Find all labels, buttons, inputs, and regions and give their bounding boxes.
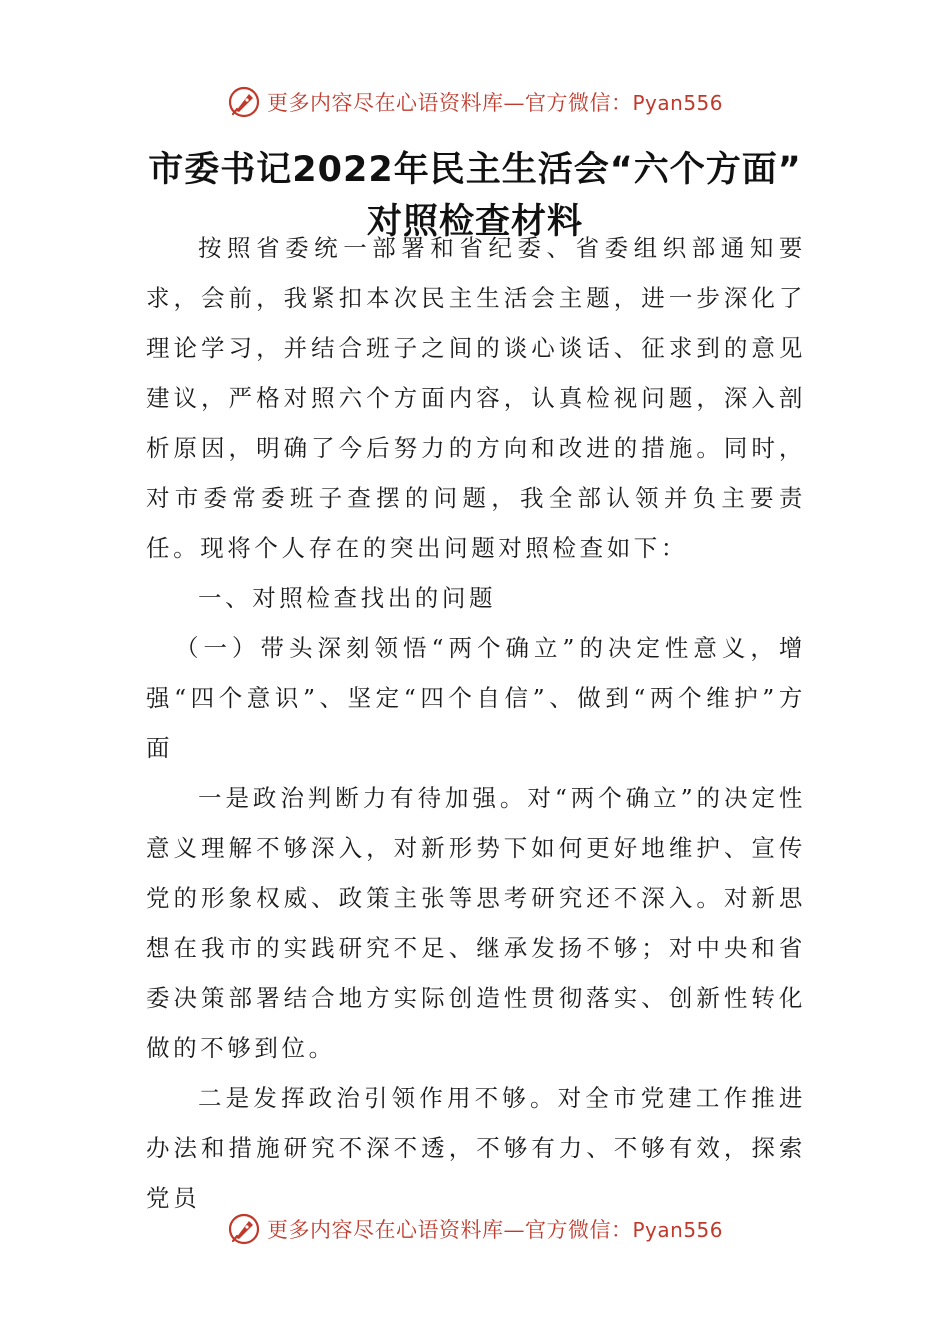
document-title-line-1: 市委书记2022年民主生活会“六个方面” bbox=[148, 150, 802, 190]
section-heading: 一、对照检查找出的问题 bbox=[198, 584, 497, 612]
watermark-text bbox=[267, 1214, 723, 1244]
watermark-banner-bottom bbox=[0, 1209, 950, 1249]
paragraph-intro: 按照省委统一部署和省纪委、省委组织部通知要求，会前，我紧扣本次民主生活会主题，进一步深化了理论学习，并结合班子之间的谈心谈话、征求到的意见建议，严格对照六个方面内容，认真检视问题，深入剖析原因，明确了今后努力的方向和改进的措施。同时，对市委常委班子查摆的问题，我全部认领并负主要责任。现将个人存在的突出问题对照检查如下： bbox=[146, 234, 806, 562]
document-body bbox=[146, 223, 806, 1223]
watermark-text bbox=[267, 87, 723, 117]
wechat-handle: Pyan556 bbox=[632, 1218, 723, 1242]
watermark-banner-top bbox=[0, 82, 950, 122]
paragraph-point-1: 一是政治判断力有待加强。对“两个确立”的决定性意义理解不够深入，对新形势下如何更好地维护、宣传党的形象权威、政策主张等思考研究还不深入。对新思想在我市的实践研究不足、继承发扬不够；对中央和省委决策部署结合地方实际创造性贯彻落实、创新性转化做的不够到位。 bbox=[146, 784, 806, 1062]
paragraph-point-2: 二是发挥政治引领作用不够。对全市党建工作推进办法和措施研究不深不透，不够有力、不够有效，探索党员 bbox=[146, 1084, 806, 1212]
subsection-heading: （一）带头深刻领悟“两个确立”的决定性意义，增强“四个意识”、坚定“四个自信”、做到“两个维护”方面 bbox=[146, 634, 806, 762]
pen-nib-logo-icon bbox=[227, 1212, 261, 1246]
watermark-main-text: 更多内容尽在心语资料库—官方微信： bbox=[266, 91, 633, 115]
watermark-main-text: 更多内容尽在心语资料库—官方微信： bbox=[266, 1218, 633, 1242]
wechat-handle: Pyan556 bbox=[632, 91, 723, 115]
pen-nib-logo-icon bbox=[227, 85, 261, 119]
document-title-line-2: 对照检查材料 bbox=[366, 202, 583, 242]
